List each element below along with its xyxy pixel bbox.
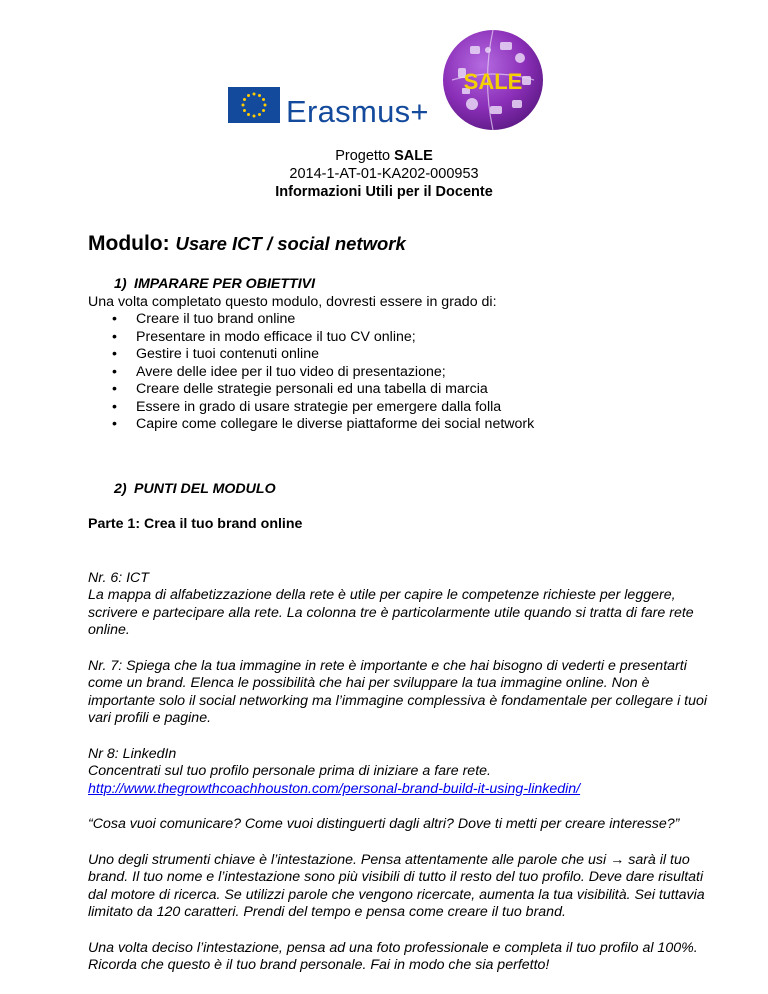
eu-star-icon: [253, 93, 256, 96]
part-title: Parte 1: Crea il tuo brand online: [88, 516, 303, 532]
list-item: • Capire come collegare le diverse piattaforme dei social network: [88, 416, 718, 434]
eu-star-icon: [264, 104, 267, 107]
module-name: Usare ICT / social network: [175, 233, 406, 254]
section-heading-module-points: 2) PUNTI DEL MODULO: [114, 480, 276, 497]
eu-star-icon: [258, 94, 261, 97]
eu-star-icon: [258, 113, 261, 116]
svg-text:SALE: SALE: [463, 69, 523, 94]
nr6-text: La mappa di alfabetizzazione della rete è utile per capire le competenze richieste per leggere, scrivere e partecipare alla rete. La colonna tre è particolarmente utile quando si tratta di fare rete online.: [88, 587, 694, 638]
eu-star-icon: [243, 98, 246, 101]
sale-globe-logo: [442, 28, 544, 132]
section-heading-objectives: 1) IMPARARE PER OBIETTIVI: [114, 276, 316, 292]
objectives-intro: Una volta completato questo modulo, dovresti essere in grado di:: [88, 293, 497, 310]
photo-paragraph: Una volta deciso l’intestazione, pensa ad una foto professionale e completa il tuo profilo al 100%. Ricorda che questo è il tuo brand personale. Fai in modo che sia perfetto!: [88, 939, 698, 973]
eu-star-icon: [243, 109, 246, 112]
list-item: • Creare delle strategie personali ed una tabella di marcia: [88, 381, 718, 399]
nr8-text: Concentrati sul tuo profilo personale prima di iniziare a fare rete.: [88, 763, 491, 779]
erasmus-logo-text: Erasmus+: [286, 94, 429, 129]
document-body: [88, 276, 718, 975]
project-line: Progetto SALE: [335, 148, 433, 164]
nr6-title: Nr. 6: ICT: [88, 569, 149, 586]
module-title: Modulo: Usare ICT / social network: [88, 232, 406, 255]
nr7-text: Nr. 7: Spiega che la tua immagine in rete è importante e che hai bisogno di vederti e presentarti come un brand. Elenca le possibilità che hai per sviluppare la tua immagine online. Non è importante solo il social networking ma l’immagine complessiva è fondamentale per collegare i tuoi vari profili e pagine.: [88, 657, 708, 726]
objectives-list: [88, 311, 718, 434]
document-subtitle: Informazioni Utili per il Docente: [275, 184, 493, 200]
document-header: [0, 147, 768, 201]
list-item: • Avere delle idee per il tuo video di presentazione;: [88, 364, 718, 382]
eu-star-icon: [253, 115, 256, 118]
eu-star-icon: [247, 94, 250, 97]
list-item: • Essere in grado di usare strategie per emergere dalla folla: [88, 399, 718, 417]
nr8-title: Nr 8: LinkedIn: [88, 745, 177, 762]
project-name: SALE: [394, 148, 433, 164]
eu-star-icon: [262, 109, 265, 112]
quote: “Cosa vuoi comunicare? Come vuoi distinguerti dagli altri? Dove ti metti per creare interesse?”: [88, 816, 680, 832]
list-item: • Gestire i tuoi contenuti online: [88, 346, 718, 364]
eu-star-icon: [262, 98, 265, 101]
eu-flag-icon: [228, 87, 280, 123]
project-code: 2014-1-AT-01-KA202-000953: [289, 166, 479, 182]
header-logos: [0, 28, 768, 140]
arrow-icon: →: [610, 851, 625, 868]
linkedin-article-link[interactable]: http://www.thegrowthcoachhouston.com/personal-brand-build-it-using-linkedin/: [88, 780, 581, 797]
headline-paragraph: Uno degli strumenti chiave è l’intestazione. Pensa attentamente alle parole che usi → sarà il tuo brand. Il tuo nome e l’intestazione sono più visibili di tutto il resto del tuo profilo. Deve dare risultati dal motore di ricerca. Se utilizzi parole che vengono ricercate, aumenta la tua visibilità. Sei tuttavia limitato da 120 caratteri. Prendi del tempo e pensa come creare il tuo brand.: [88, 851, 705, 920]
eu-star-icon: [242, 104, 245, 107]
list-item: • Creare il tuo brand online: [88, 311, 718, 329]
eu-star-icon: [247, 113, 250, 116]
list-item: • Presentare in modo efficace il tuo CV online;: [88, 329, 718, 347]
